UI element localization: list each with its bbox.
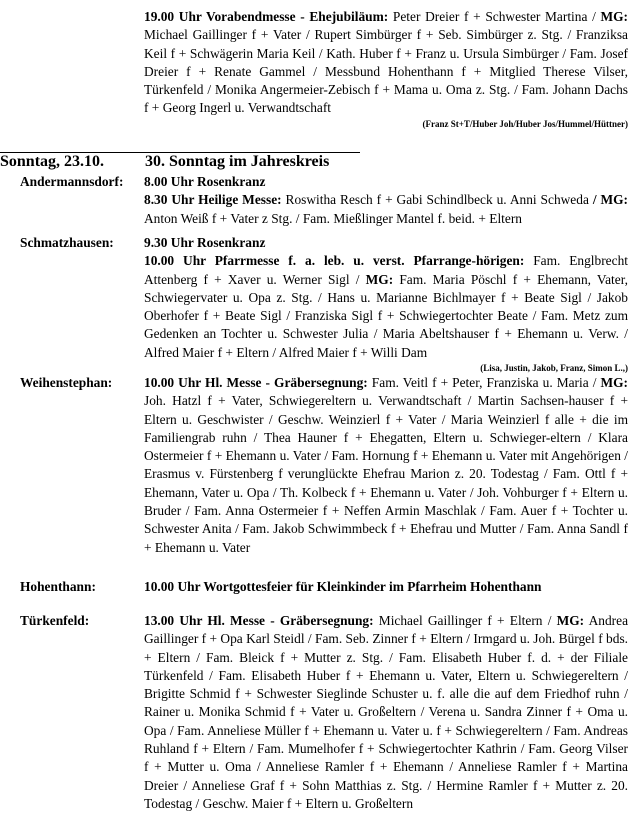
vorabendmesse-text: Peter Dreier f + Schwester Martina / [388, 9, 601, 24]
mg-label: MG: [600, 9, 628, 24]
schmatzhausen-rosenkranz: 9.30 Uhr Rosenkranz [144, 235, 266, 250]
weihenstephan-heading: 10.00 Uhr Hl. Messe - Gräbersegnung: [144, 375, 368, 390]
vorabendmesse-entry [144, 8, 628, 130]
schmatzhausen-text: Fam. Englbrecht Attenberg f + Xaver u. Werner Sigl / [144, 253, 628, 287]
tuerkenfeld-text: Michael Gaillinger f + Eltern / [373, 613, 557, 628]
mg-label: MG: [365, 271, 394, 287]
andermannsdorf-text: Roswitha Resch f + Gabi Schindlbeck u. Anni Schweda [281, 192, 593, 208]
schmatzhausen-heading: 10.00 Uhr Pfarrmesse f. a. leb. u. verst. Pfarrange-hörigen: [144, 253, 525, 269]
place-weihenstephan: Weihenstephan: [20, 375, 113, 390]
weihenstephan-text: Fam. Veitl f + Peter, Franziska u. Maria / [367, 375, 601, 390]
weihenstephan-intentions: Joh. Hatzl f + Vater, Schwiegereltern u. Verwandtschaft / Martin Sachsen-hauser f + Eltern u. Geschwister / Geschw. Weinzierl f + Vater / Maria Weinzierl f alle + die im Familiengrab ruhn / Thea Hauner f + Ehegatten, Eltern u. Schwieger-eltern / Klara Ostermeier f + Ehemann u. Vater / Fam. Hornung f + Ehemann u. Vater mit Angehörigen / Erasmus v. Fürstenberg f verunglückte Ehefrau Marion z. 20. Todestag / Fam. Ottl f + Ehemann, Vater u. Opa / Th. Kolbeck f + Ehemann u. Vater / Joh. Vohburger f + Eltern u. Bruder / Fam. Anna Ostermeier f + Neffen Armin Maschlak / Fam. Auer f + Tochter u. Schwester Anita / Fam. Jakob Schwimmbeck f + Ehefrau und Mutter / Fam. Anna Sandl f + Ehemann u. Vater [144, 393, 628, 555]
schmatzhausen-ministranten: (Lisa, Justin, Jakob, Franz, Simon L.,) [480, 363, 628, 374]
andermannsdorf-rosenkranz: 8.00 Uhr Rosenkranz [144, 174, 266, 189]
tuerkenfeld-heading: 13.00 Uhr Hl. Messe - Gräbersegnung: [144, 613, 374, 628]
vorabendmesse-ministranten: (Franz St+T/Huber Joh/Huber Jos/Hummel/Hüttner) [422, 118, 628, 129]
hohenthann-entry [144, 578, 628, 596]
mg-label: MG: [556, 613, 585, 628]
andermannsdorf-entry [144, 173, 628, 228]
andermannsdorf-intentions: Anton Weiß f + Vater z Stg. / Fam. Mießlinger Mantel f. beid. + Eltern [144, 210, 522, 226]
weihenstephan-entry [144, 374, 628, 557]
vorabendmesse-heading: 19.00 Uhr Vorabendmesse - Ehejubiläum: [144, 9, 389, 24]
place-andermannsdorf: Andermannsdorf: [20, 174, 124, 189]
place-tuerkenfeld: Türkenfeld: [20, 613, 90, 628]
place-schmatzhausen: Schmatzhausen: [20, 235, 114, 250]
schmatzhausen-intentions: Fam. Maria Pöschl f + Ehemann, Vater, Schwiegervater u. Opa z. Stg. / Hans u. Marianne Bichlmayer f + Beate Sigl / Jakob Oberhofer f + Beate Sigl / Franziska Sigl f + Schwiegertochter Beate / Fam. Metz zum Gedenken an Tochter u. Schwester Julia / Maria Abeltshauser f + Ehemann u. Verw. / Alfred Maier f + Eltern / Alfred Maier f + Willi Dam [144, 271, 628, 360]
tuerkenfeld-intentions: Andrea Gaillinger f + Opa Karl Steidl / Fam. Seb. Zinner f + Eltern / Irmgard u. Joh. Bürgel f bds. + Eltern / Fam. Bleick f + Mutter z. Stg. / Fam. Elisabeth Huber f. d. + der Filiale Türkenfeld / Fam. Elisabeth Huber f + Ehemann u. Vater, Eltern u. Schwiegereltern / Brigitte Schmid f + Schwester Sieglinde Schuster u. f. alle die auf dem Friedhof ruhn / Rainer u. Monika Schmid f + Vater u. Großeltern / Verena u. Sandra Zinner f + Oma u. Opa / Fam. Anneliese Müller f + Ehemann u. Vater u. f + Schwiegereltern / Fam. Andreas Ruhland f + Eltern / Fam. Mumelhofer f + Schwiegertochter Kathrin / Fam. Georg Vilser f + Mutter u. Oma / Anneliese Ramler f + Ehemann / Anneliese Ramler f + Martina Dreier / Anneliese Graf f + Sohn Matthias z. Stg. / Hermine Ramler f + Mutter z. 20. Todestag / Geschw. Maier f + Eltern u. Großeltern [144, 613, 629, 811]
sunday-heading [0, 152, 360, 170]
place-hohenthann: Hohenthann: [20, 579, 96, 594]
schmatzhausen-entry [144, 234, 628, 374]
andermannsdorf-heading: 8.30 Uhr Heilige Messe: [144, 192, 282, 208]
hohenthann-wortgottesfeier: 10.00 Uhr Wortgottesfeier für Kleinkinder im Pfarrheim Hohenthann [144, 579, 542, 594]
vorabendmesse-intentions: Michael Gaillinger f + Vater / Rupert Simbürger f + Seb. Simbürger z. Stg. / Franziksa Keil f + Schwägerin Maria Keil / Kath. Huber f + Franz u. Ursula Simbürger / Fam. Josef Dreier f + Renate Gammel / Messbund Hohenthann f + Mitglied Therese Vilser, Türkenfeld / Monika Angermeier-Zebisch f + Mama u. Oma z. Stg. / Fam. Johann Dachs f + Georg Ingerl u. Verwandtschaft [144, 27, 628, 116]
sunday-title: 30. Sonntag im Jahreskreis [145, 153, 330, 170]
sunday-date: Sonntag, 23.10. [0, 153, 105, 170]
mg-label: MG: [600, 375, 628, 390]
mg-label: / MG: [592, 192, 628, 208]
tuerkenfeld-entry [144, 612, 628, 813]
